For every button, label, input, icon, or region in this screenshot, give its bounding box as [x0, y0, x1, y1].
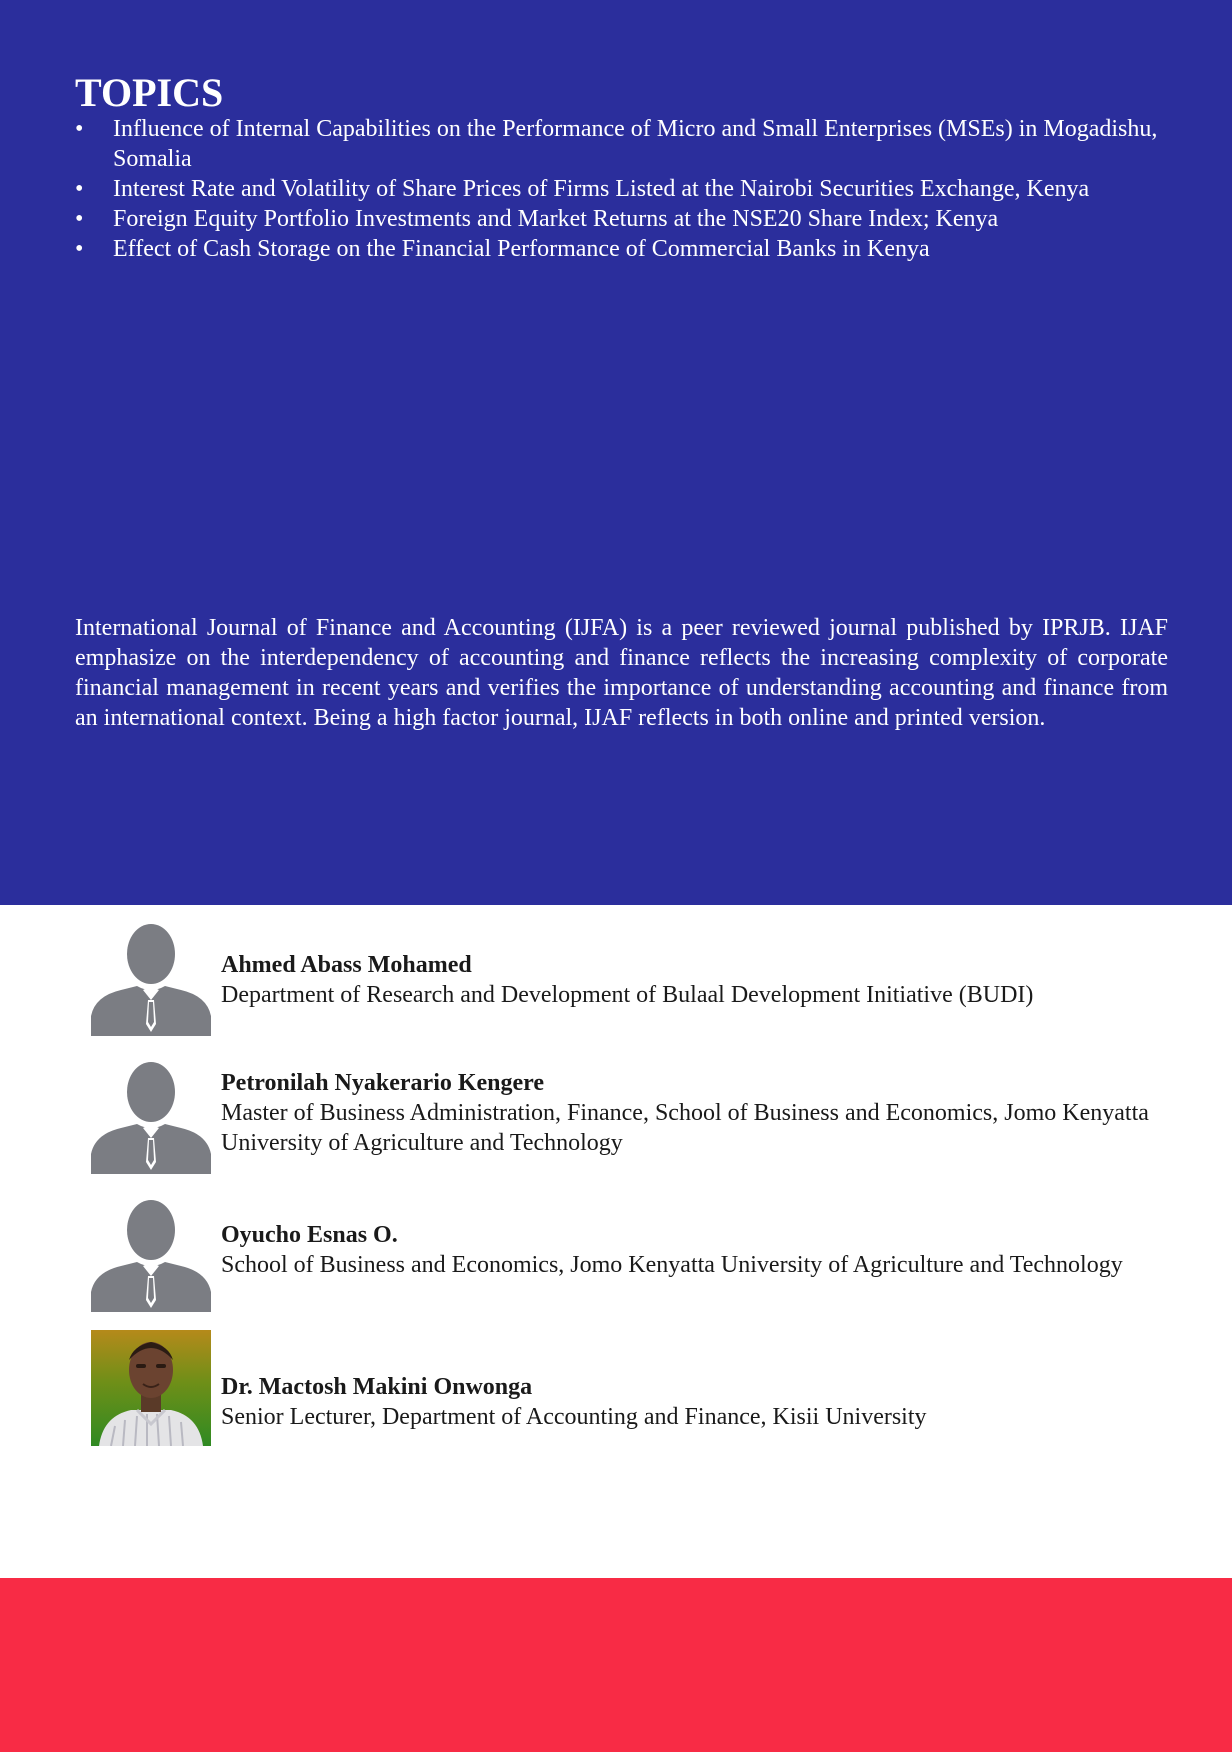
author-entry — [91, 1058, 1231, 1174]
author-name: Dr. Mactosh Makini Onwonga — [221, 1374, 533, 1400]
author-name: Petronilah Nyakerario Kengere — [221, 1070, 545, 1096]
author-affiliation: Department of Research and Development of Bulaal Development Initiative (BUDI) — [221, 982, 1034, 1008]
author-affiliation: Master of Business Administration, Finance, School of Business and Economics, Jomo Kenyatta University of Agriculture and Technology — [221, 1100, 1149, 1156]
author-affiliation: Senior Lecturer, Department of Accounting and Finance, Kisii University — [221, 1404, 927, 1430]
bottom-band — [0, 1578, 1232, 1752]
author-entry — [91, 1330, 1231, 1446]
topic-item: • Foreign Equity Portfolio Investments and Market Returns at the NSE20 Share Index; Kenya — [75, 204, 1175, 234]
topics-heading: TOPICS — [75, 70, 224, 115]
topic-item: • Interest Rate and Volatility of Share Prices of Firms Listed at the Nairobi Securities Exchange, Kenya — [75, 174, 1175, 204]
person-silhouette-icon — [91, 1058, 211, 1174]
author-entry — [91, 920, 1231, 1036]
topic-item: • Influence of Internal Capabilities on the Performance of Micro and Small Enterprises (MSEs) in Mogadishu, Somalia — [75, 114, 1175, 174]
author-text — [221, 950, 1221, 1010]
author-entry — [91, 1196, 1231, 1312]
author-affiliation: School of Business and Economics, Jomo Kenyatta University of Agriculture and Technology — [221, 1252, 1123, 1278]
author-text — [221, 1068, 1221, 1158]
author-name: Oyucho Esnas O. — [221, 1222, 398, 1248]
author-text — [221, 1220, 1221, 1280]
author-photo — [91, 1330, 211, 1446]
topics-list — [75, 114, 1175, 264]
author-name: Ahmed Abass Mohamed — [221, 952, 472, 978]
person-silhouette-icon — [91, 920, 211, 1036]
topic-item: • Effect of Cash Storage on the Financial Performance of Commercial Banks in Kenya — [75, 234, 1175, 264]
journal-description: International Journal of Finance and Accounting (IJFA) is a peer reviewed journal published by IPRJB. IJAF emphasize on the interdependency of accounting and finance reflects the increasing complexity of corporate financial management in recent years and verifies the importance of understanding accounting and finance from an international context. Being a high factor journal, IJAF reflects in both online and printed version. — [75, 615, 1168, 731]
author-text — [221, 1372, 1221, 1432]
person-silhouette-icon — [91, 1196, 211, 1312]
